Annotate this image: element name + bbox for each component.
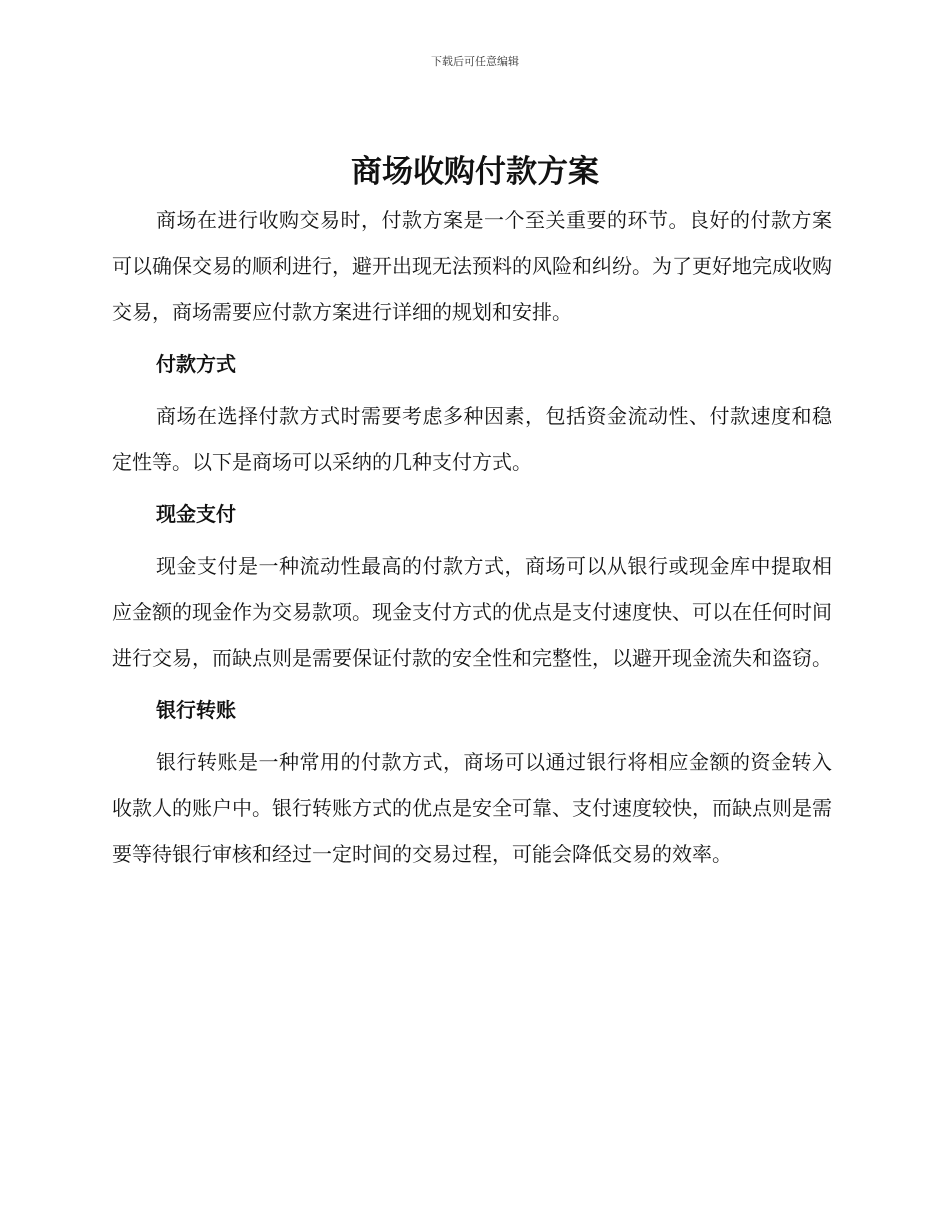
section-paragraph-cash-payment: 现金支付是一种流动性最高的付款方式，商场可以从银行或现金库中提取相应金额的现金作为交易款项。现金支付方式的优点是支付速度快、可以在任何时间进行交易，而缺点则是需要保证付款的安全性和完整性，以避开现金流失和盗窃。 [112, 554, 832, 670]
page-header: 下载后可任意编辑 [431, 55, 519, 68]
intro-paragraph: 商场在进行收购交易时，付款方案是一个至关重要的环节。良好的付款方案可以确保交易的顺利进行，避开出现无法预料的风险和纠纷。为了更好地完成收购交易，商场需要应付款方案进行详细的规划和安排。 [112, 208, 832, 324]
document-title: 商场收购付款方案 [351, 154, 599, 190]
section-paragraph-payment-methods: 商场在选择付款方式时需要考虑多种因素，包括资金流动性、付款速度和稳定性等。以下是商场可以采纳的几种支付方式。 [112, 404, 832, 474]
section-paragraph-bank-transfer: 银行转账是一种常用的付款方式，商场可以通过银行将相应金额的资金转入收款人的账户中。银行转账方式的优点是安全可靠、支付速度较快，而缺点则是需要等待银行审核和经过一定时间的交易过程，可能会降低交易的效率。 [112, 750, 832, 866]
document-body [112, 197, 832, 877]
section-heading-payment-methods: 付款方式 [156, 352, 236, 376]
section-heading-bank-transfer: 银行转账 [156, 698, 236, 722]
section-heading-cash-payment: 现金支付 [156, 502, 236, 526]
